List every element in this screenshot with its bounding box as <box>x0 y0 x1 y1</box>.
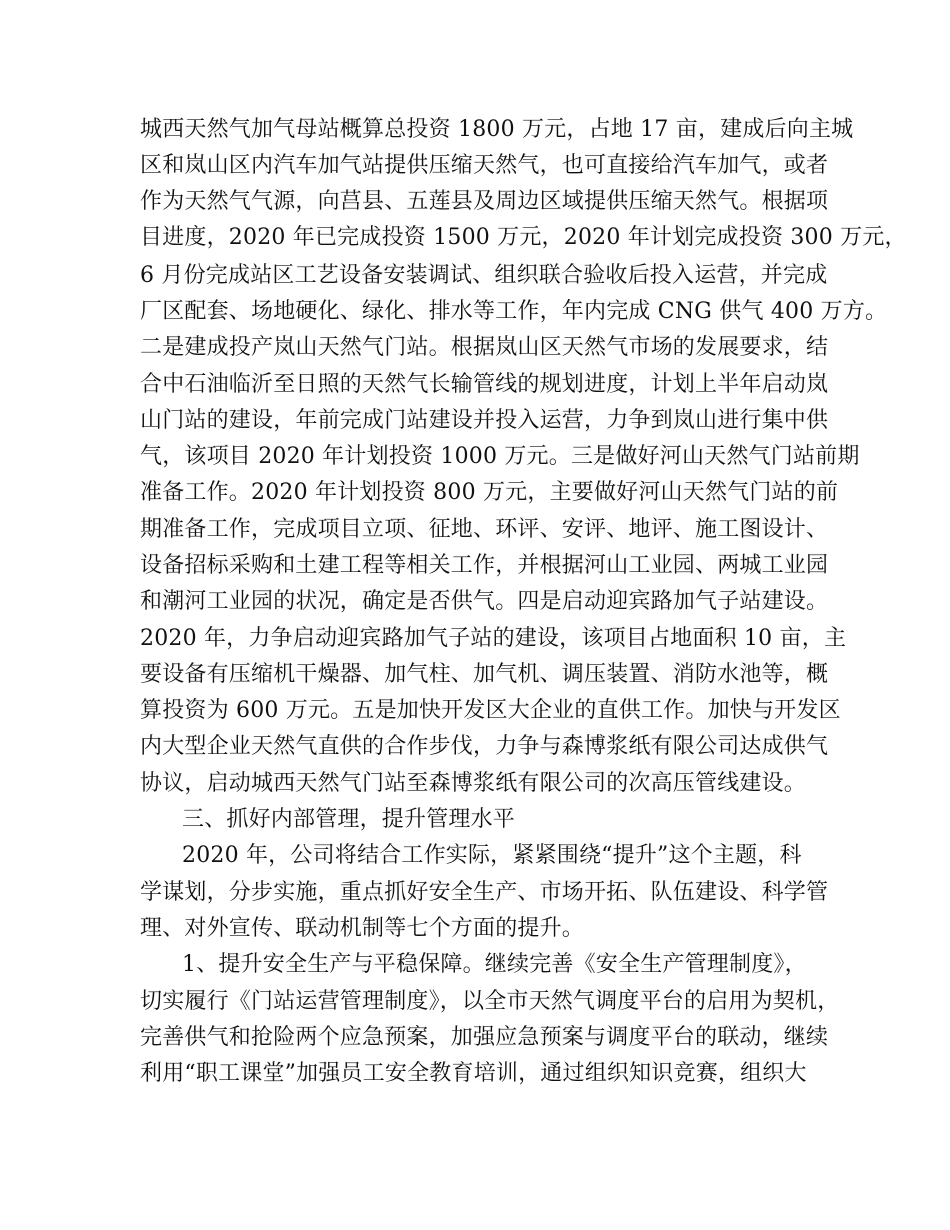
text-line: 二是建成投产岚山天然气门站。根据岚山区天然气市场的发展要求，结 <box>140 335 829 360</box>
text-line: 利用“职工课堂”加强员工安全教育培训，通过组织知识竞赛，组织大 <box>140 1061 807 1086</box>
text-line: 目进度，2020 年已完成投资 1500 万元，2020 年计划完成投资 300 万元， <box>140 225 907 250</box>
text-line: 期准备工作，完成项目立项、征地、环评、安评、地评、施工图设计、 <box>140 517 829 542</box>
text-line: 内大型企业天然气直供的合作步伐，力争与森博浆纸有限公司达成供气 <box>140 734 829 759</box>
text-line: 山门站的建设，年前完成门站建设并投入运营，力争到岚山进行集中供 <box>140 408 829 433</box>
text-line: 学谋划，分步实施，重点抓好安全生产、市场开拓、队伍建设、科学管 <box>140 880 829 905</box>
text-line: 切实履行《门站运营管理制度》，以全市天然气调度平台的启用为契机， <box>140 989 840 1014</box>
text-line: 作为天然气气源，向莒县、五莲县及周边区域提供压缩天然气。根据项 <box>140 189 829 214</box>
text-line: 理、对外宣传、联动机制等七个方面的提升。 <box>140 916 585 941</box>
text-line: 和潮河工业园的状况，确定是否供气。四是启动迎宾路加气子站建设。 <box>140 589 829 614</box>
text-line: 准备工作。2020 年计划投资 800 万元，主要做好河山天然气门站的前 <box>140 480 839 505</box>
text-line: 完善供气和抢险两个应急预案，加强应急预案与调度平台的联动，继续 <box>140 1025 829 1050</box>
text-line: 合中石油临沂至日照的天然气长输管线的规划进度，计划上半年启动岚 <box>140 372 829 397</box>
text-line: 城西天然气加气母站概算总投资 1800 万元，占地 17 亩，建成后向主城 <box>140 117 854 142</box>
text-line: 2020 年，力争启动迎宾路加气子站的建设，该项目占地面积 10 亩，主 <box>140 626 847 651</box>
text-line: 设备招标采购和土建工程等相关工作，并根据河山工业园、两城工业园 <box>140 553 829 578</box>
text-line: 1、提升安全生产与平稳保障。继续完善《安全生产管理制度》， <box>182 952 807 977</box>
text-line: 6 月份完成站区工艺设备安装调试、组织联合验收后投入运营，并完成 <box>140 263 828 288</box>
text-line: 算投资为 600 万元。五是加快开发区大企业的直供工作。加快与开发区 <box>140 698 841 723</box>
text-line: 厂区配套、场地硬化、绿化、排水等工作，年内完成 CNG 供气 400 万方。 <box>140 299 888 324</box>
text-line: 2020 年，公司将结合工作实际，紧紧围绕“提升”这个主题，科 <box>182 843 802 868</box>
text-line: 协议，启动城西天然气门站至森博浆纸有限公司的次高压管线建设。 <box>140 771 807 796</box>
text-line: 气，该项目 2020 年计划投资 1000 万元。三是做好河山天然气门站前期 <box>140 444 860 469</box>
section-heading: 三、抓好内部管理，提升管理水平 <box>182 807 516 832</box>
text-line: 区和岚山区内汽车加气站提供压缩天然气，也可直接给汽车加气，或者 <box>140 153 829 178</box>
text-line: 要设备有压缩机干燥器、加气柱、加气机、调压装置、消防水池等，概 <box>140 662 829 687</box>
